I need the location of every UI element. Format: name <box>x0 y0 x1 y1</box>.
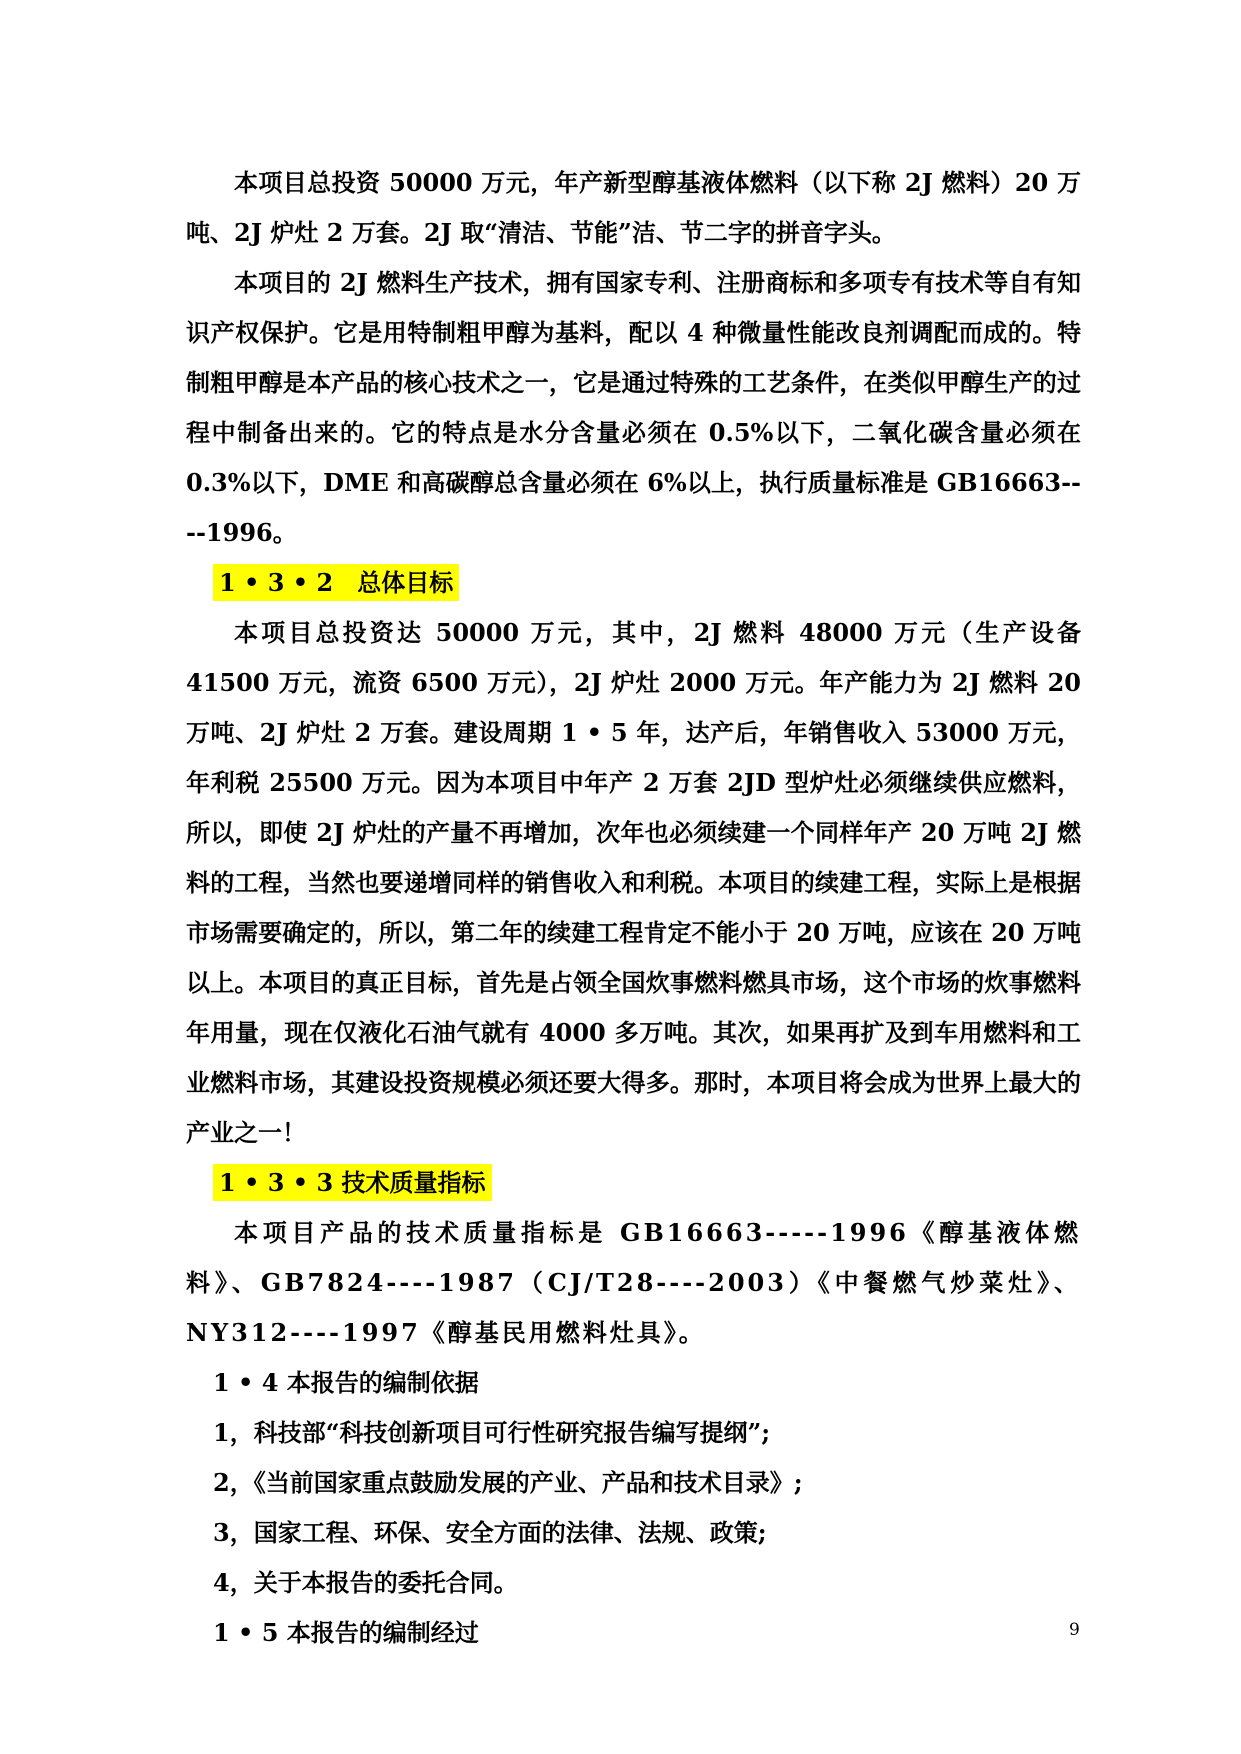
list-item: 4，关于本报告的委托合同。 <box>213 1568 518 1597</box>
list-item: 3，国家工程、环保、安全方面的法律、法规、政策; <box>213 1518 767 1547</box>
heading-text: 1 • 3 • 3 技术质量指标 <box>213 1164 492 1201</box>
document-body <box>186 158 1081 1658</box>
section-heading-1-5: 1 • 5 本报告的编制经过 <box>213 1618 479 1647</box>
list-item: 2，《当前国家重点鼓励发展的产业、产品和技术目录》; <box>213 1468 803 1497</box>
section-heading-1-3-3 <box>186 1158 1081 1208</box>
paragraph-overall-goal: 本项目总投资达 50000 万元，其中，2J 燃料 48000 万元（生产设备 41500 万元，流资 6500 万元），2J 炉灶 2000 万元。年产能力为 2J 燃料 20 万吨、2J 炉灶 2 万套。建设周期 1 • 5 年，达产后，年销售收入 53000 万元，年利税 25500 万元。因为本项目中年产 2 万套 2JD 型炉灶必须继续供应燃料，所以，即使 2J 炉灶的产量不再增加，次年也必须续建一个同样年产 20 万吨 2J 燃料的工程，当然也要递增同样的销售收入和利税。本项目的续建工程，实际上是根据市场需要确定的，所以，第二年的续建工程肯定不能小于 20 万吨，应该在 20 万吨以上。本项目的真正目标，首先是占领全国炊事燃料燃具市场，这个市场的炊事燃料年用量，现在仅液化石油气就有 4000 多万吨。其次，如果再扩及到车用燃料和工业燃料市场，其建设投资规模必须还要大得多。那时，本项目将会成为世界上最大的产业之一！ <box>186 618 1081 1147</box>
paragraph-technology: 本项目的 2J 燃料生产技术，拥有国家专利、注册商标和多项专有技术等自有知识产权保护。它是用特制粗甲醇为基料，配以 4 种微量性能改良剂调配而成的。特制粗甲醇是本产品的核心技术之一，它是通过特殊的工艺条件，在类似甲醇生产的过程中制备出来的。它的特点是水分含量必须在 0.5%以下，二氧化碳含量必须在 0.3%以下，DME 和高碳醇总含量必须在 6%以上，执行质量标准是 GB16663----1996。 <box>186 268 1081 547</box>
page-number: 9 <box>1069 1620 1080 1640</box>
list-item: 1，科技部“科技创新项目可行性研究报告编写提纲”; <box>213 1418 771 1447</box>
paragraph-quality-standards: 本项目产品的技术质量指标是 GB16663-----1996《醇基液体燃料》、GB7824----1987（CJ/T28----2003）《中餐燃气炒菜灶》、NY312----1997《醇基民用燃料灶具》。 <box>186 1218 1081 1347</box>
paragraph-investment: 本项目总投资 50000 万元，年产新型醇基液体燃料（以下称 2J 燃料）20 万吨、2J 炉灶 2 万套。2J 取“清洁、节能”洁、节二字的拼音字头。 <box>186 168 1081 247</box>
section-heading-1-4: 1 • 4 本报告的编制依据 <box>213 1368 479 1397</box>
section-heading-1-3-2 <box>186 558 1081 608</box>
heading-text: 1 • 3 • 2 总体目标 <box>213 564 459 601</box>
